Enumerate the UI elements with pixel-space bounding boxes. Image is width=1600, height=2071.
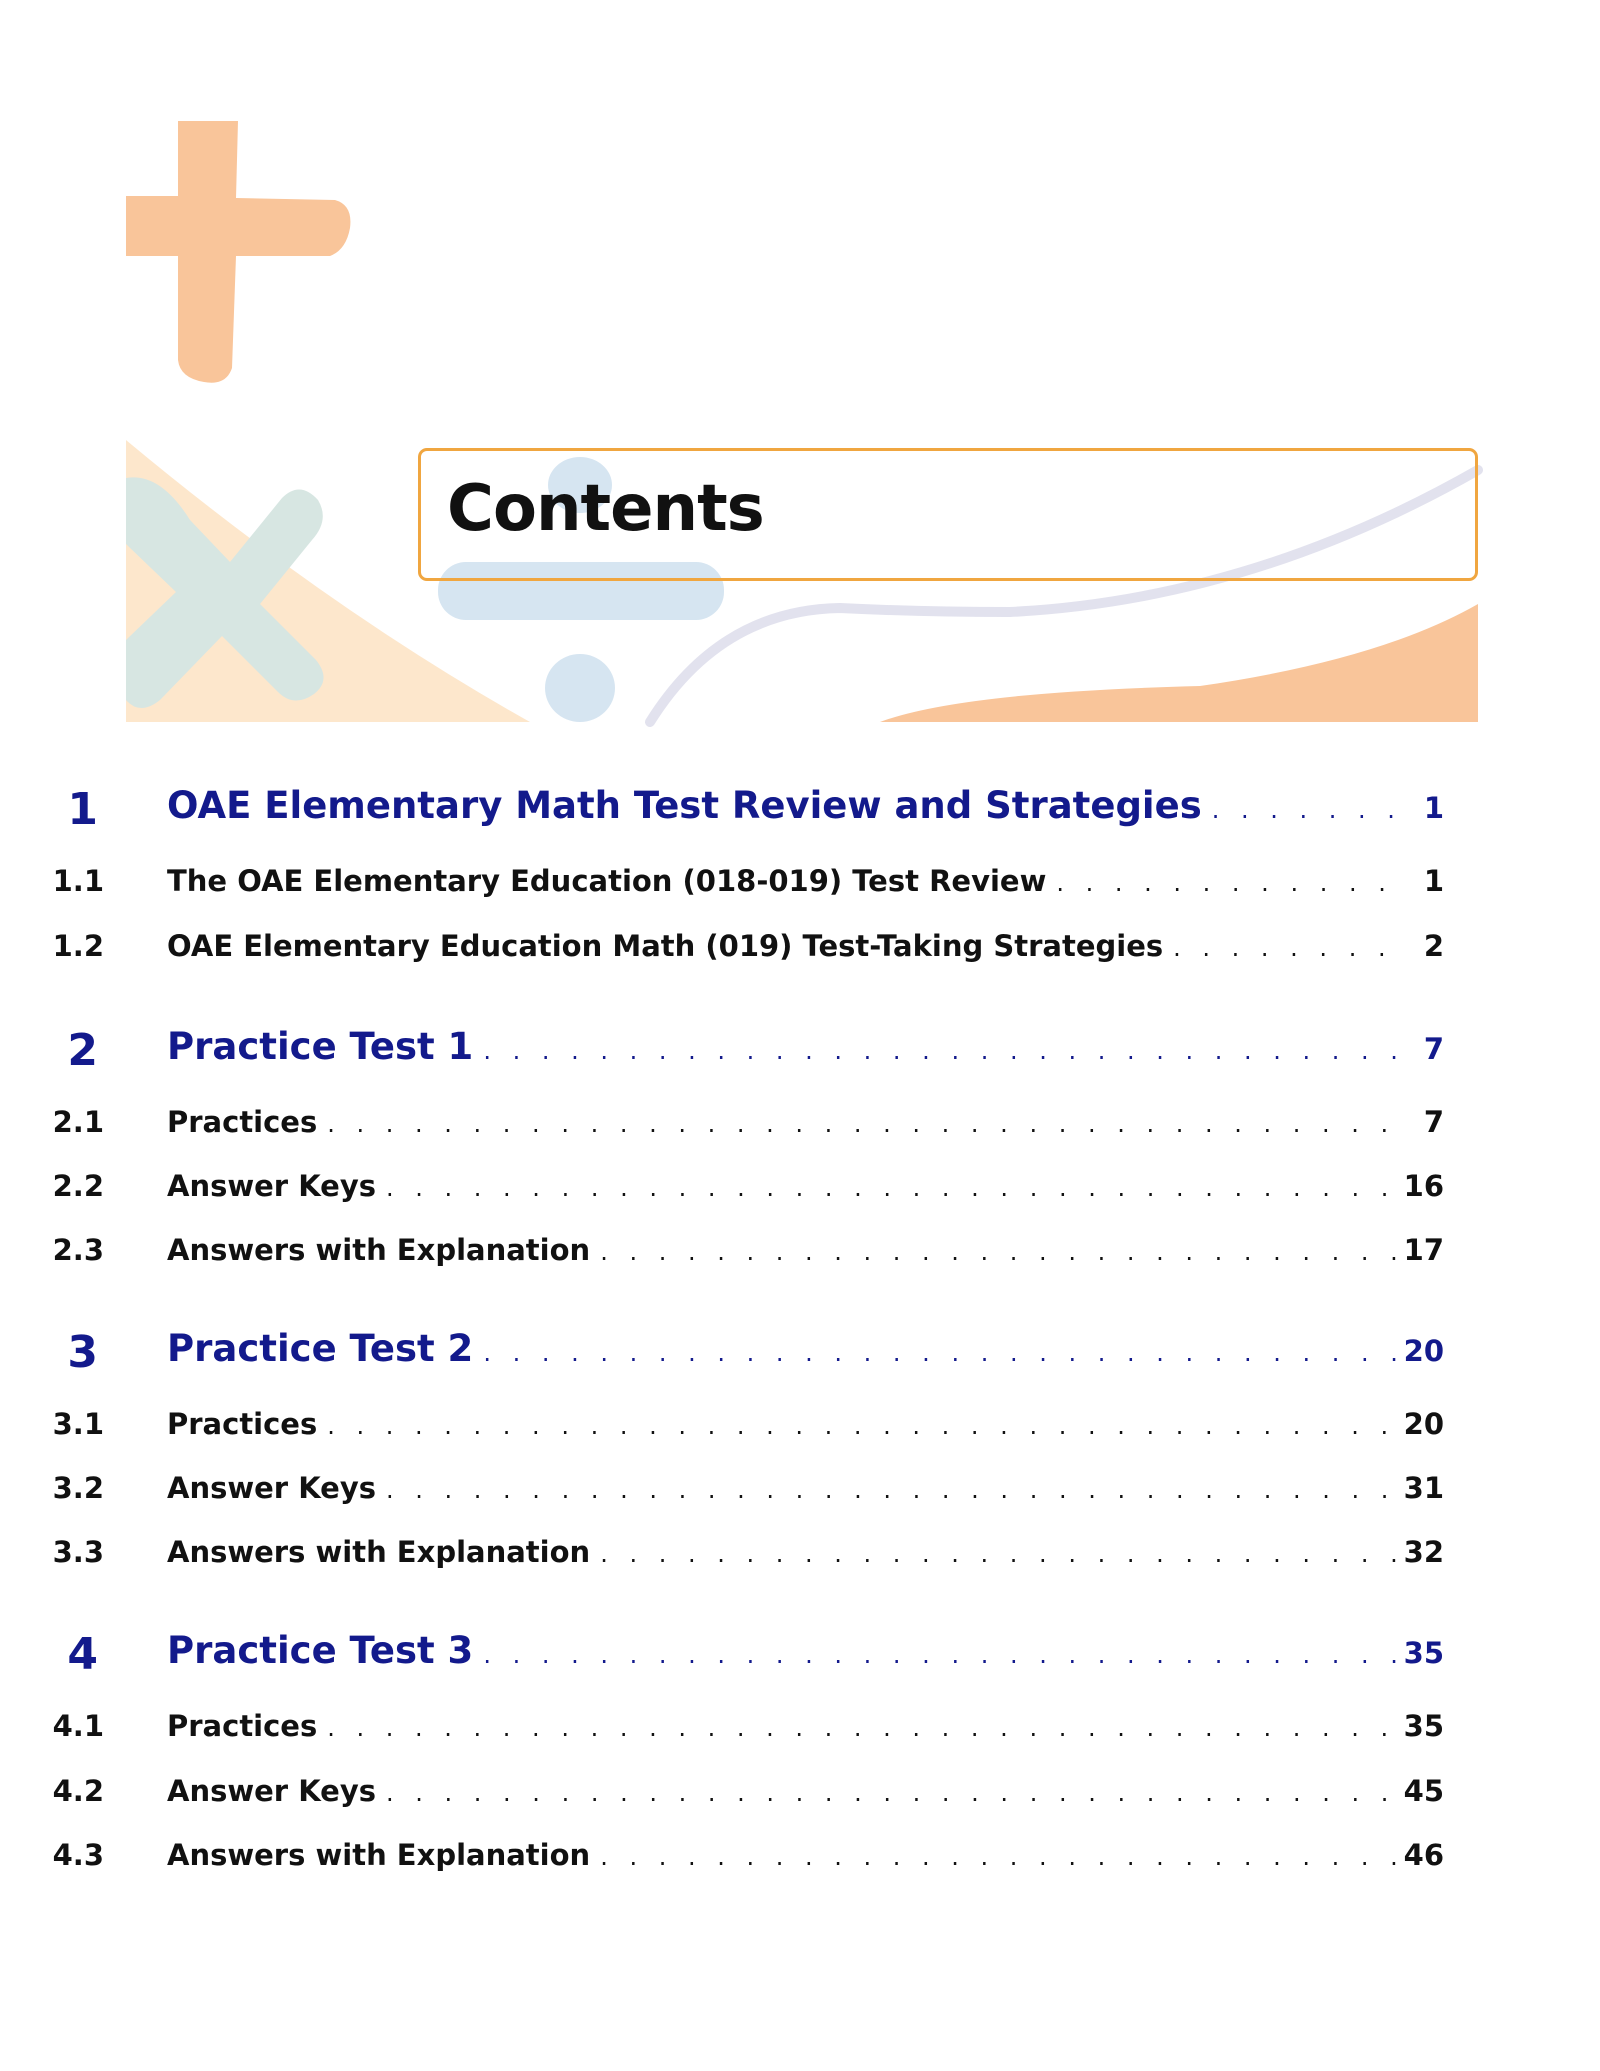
section-number: 3.1 [52,1407,104,1441]
dot-leader [1056,869,1408,897]
section-title: Answer Keys [167,1774,377,1808]
dot-leader [600,1540,1397,1568]
toc-section-1-2[interactable] [0,929,1600,979]
section-title: The OAE Elementary Education (018-019) Test Review [167,864,1047,898]
page-number: 45 [1403,1774,1444,1808]
section-title: Answers with Explanation [167,1233,591,1267]
toc-entry [167,929,1444,963]
toc-entry [167,1629,1444,1672]
chapter-number: 1 [67,784,98,835]
toc-entry [167,1233,1444,1267]
page-title: Contents [447,472,764,546]
section-title: Answer Keys [167,1471,377,1505]
dot-leader [600,1238,1397,1266]
toc-entry [167,1025,1444,1068]
chapter-number: 3 [67,1327,98,1378]
toc-section-3-2[interactable] [0,1471,1600,1521]
dot-leader [386,1174,1398,1202]
page-number: 1 [1423,791,1444,825]
toc-entry [167,1407,1444,1441]
chapter-number: 4 [67,1629,98,1680]
chapter-title: Practice Test 2 [167,1327,474,1370]
toc-section-4-2[interactable] [0,1774,1600,1824]
dot-leader [327,1110,1408,1138]
toc-entry [167,1169,1444,1203]
section-title: OAE Elementary Education Math (019) Test-Taking Strategies [167,929,1164,963]
toc-section-1-1[interactable] [0,864,1600,914]
page-number: 17 [1403,1233,1444,1267]
page-number: 7 [1423,1105,1444,1139]
dot-leader [327,1714,1397,1742]
section-title: Practices [167,1105,318,1139]
header-artwork [0,0,1600,760]
section-title: Answers with Explanation [167,1535,591,1569]
toc-section-4-3[interactable] [0,1838,1600,1888]
toc-entry [167,1709,1444,1743]
section-title: Answer Keys [167,1169,377,1203]
page-number: 20 [1403,1407,1444,1441]
page-number: 16 [1403,1169,1444,1203]
toc-entry [167,1105,1444,1139]
section-number: 2.1 [52,1105,104,1139]
section-number: 2.2 [52,1169,104,1203]
dot-leader [1173,934,1408,962]
hump-shape [880,604,1478,722]
page-number: 31 [1403,1471,1444,1505]
toc-section-3-1[interactable] [0,1407,1600,1457]
page-number: 20 [1403,1334,1444,1368]
page-number: 1 [1423,864,1444,898]
section-number: 4.1 [52,1709,104,1743]
page-number: 32 [1403,1535,1444,1569]
toc-entry [167,1327,1444,1370]
toc-entry [167,784,1444,827]
page-number: 7 [1423,1032,1444,1066]
section-number: 2.3 [52,1233,104,1267]
page-number: 35 [1403,1709,1444,1743]
toc-entry [167,864,1444,898]
section-title: Practices [167,1407,318,1441]
contents-title-box [418,448,1478,581]
chapter-title: Practice Test 3 [167,1629,474,1672]
toc-entry [167,1838,1444,1872]
chapter-title: Practice Test 1 [167,1025,474,1068]
toc-entry [167,1471,1444,1505]
toc-chapter-3[interactable] [0,1327,1600,1377]
section-number: 4.2 [52,1774,104,1808]
page-number: 35 [1403,1636,1444,1670]
section-number: 1.1 [52,864,104,898]
toc-section-4-1[interactable] [0,1709,1600,1759]
dot-leader [483,1339,1397,1367]
section-number: 1.2 [52,929,104,963]
page-number: 2 [1423,929,1444,963]
toc-chapter-1[interactable] [0,784,1600,834]
section-number: 4.3 [52,1838,104,1872]
toc-section-2-1[interactable] [0,1105,1600,1155]
dot-leader [1212,796,1408,824]
section-title: Practices [167,1709,318,1743]
dot-leader [386,1779,1398,1807]
dot-leader [483,1641,1397,1669]
dot-leader [483,1037,1408,1065]
toc-chapter-2[interactable] [0,1025,1600,1075]
dot-leader [327,1412,1397,1440]
section-number: 3.3 [52,1535,104,1569]
plus-icon [126,121,350,383]
section-number: 3.2 [52,1471,104,1505]
chapter-title: OAE Elementary Math Test Review and Strategies [167,784,1202,827]
dot-leader [386,1476,1398,1504]
toc-entry [167,1535,1444,1569]
chapter-number: 2 [67,1025,98,1076]
toc-entry [167,1774,1444,1808]
toc-chapter-4[interactable] [0,1629,1600,1679]
section-title: Answers with Explanation [167,1838,591,1872]
dot-leader [600,1843,1397,1871]
page-number: 46 [1403,1838,1444,1872]
toc-section-3-3[interactable] [0,1535,1600,1585]
toc-section-2-3[interactable] [0,1233,1600,1283]
toc-section-2-2[interactable] [0,1169,1600,1219]
